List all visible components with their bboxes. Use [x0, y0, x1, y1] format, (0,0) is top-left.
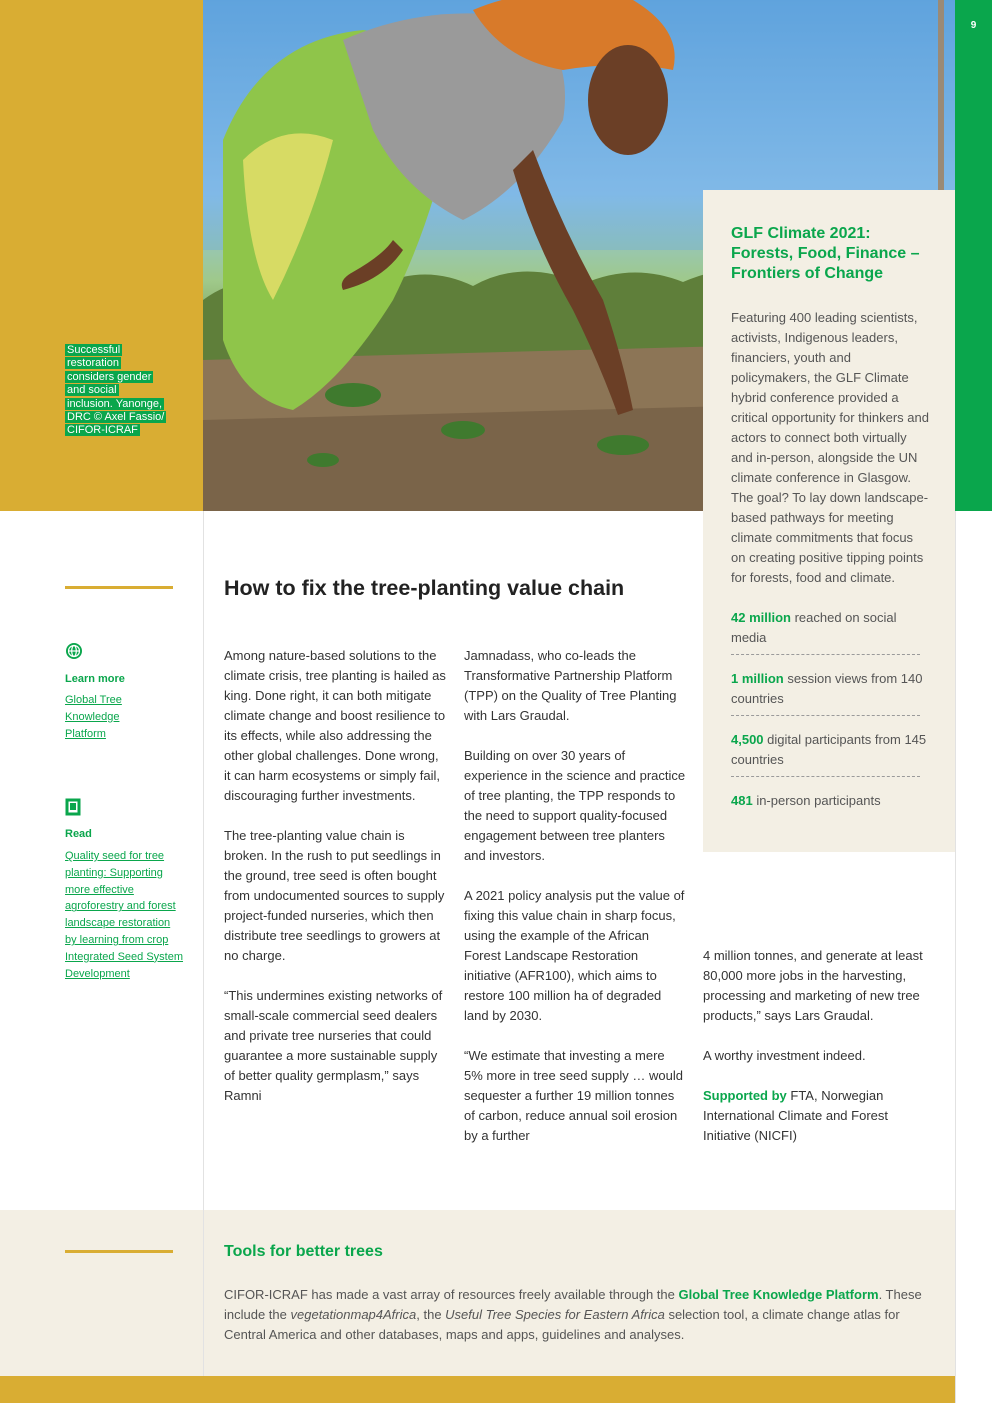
paragraph: “This undermines existing networks of small-scale commercial seed dealers and private tree nurseries that could guarantee a more sustainable supply of better quality germplasm,” says Ramni [224, 988, 443, 1103]
read-label: Read [65, 828, 92, 840]
supported-by-label: Supported by [703, 1088, 787, 1103]
box-body: Featuring 400 leading scientists, activists, Indigenous leaders, financiers, youth and policymakers, the GLF Climate hybrid conference provided a critical opportunity for thinkers and actors to connect both virtually and in-person, alongside the UN climate conference in Glasgow. The goal? To lay down landscape-based pathways for meeting climate commitments that focus on creating positive tipping points for forests, food and climate. [731, 310, 929, 585]
paragraph: 4 million tonnes, and generate at least 80,000 more jobs in the harvesting, processing and marketing of new tree products,” says Lars Graudal. [703, 948, 923, 1023]
page-edge-tab [955, 0, 992, 511]
photo-caption-text: Successful restoration considers gender and social inclusion. Yanonge, DRC © Axel Fassio/ CIFOR-ICRAF [67, 344, 165, 437]
tools-text: . These include the [224, 1287, 922, 1322]
global-tree-platform-inline-link[interactable]: Global Tree Knowledge Platform [678, 1287, 879, 1302]
tools-text: CIFOR-ICRAF has made a vast array of resources freely available through the [224, 1287, 679, 1302]
stat-value: 4,500 [731, 732, 764, 747]
tools-title: Tools for better trees [224, 1243, 383, 1260]
stat-divider [731, 715, 920, 716]
stat-item [731, 791, 929, 811]
stat-text: reached on social media [731, 610, 897, 645]
stat-item [731, 669, 929, 709]
stat-text: digital participants from 145 countries [731, 732, 927, 767]
article-title: How to fix the tree-planting value chain [224, 576, 625, 600]
paragraph: “We estimate that investing a mere 5% more in tree seed supply … would sequester a further 19 million tonnes of carbon, reduce annual soil erosion by a further [464, 1048, 683, 1143]
quality-seed-report-link[interactable]: Quality seed for tree planting: Supporting more effective agroforestry and forest landscape restoration by learning from crop Integrated Seed System Development [65, 850, 184, 980]
document-icon [65, 798, 81, 816]
paragraph: Jamnadass, who co-leads the Transformative Partnership Platform (TPP) on the Quality of Tree Planting with Lars Graudal. [464, 648, 677, 723]
stat-value: 1 million [731, 671, 784, 686]
article-column-3 [703, 946, 928, 1166]
paragraph: The tree-planting value chain is broken. In the rush to put seedlings in the ground, tree seed is often bought from undocumented sources to supply project-funded nurseries, which then distribute tree seedlings to growers at no charge. [224, 828, 445, 963]
tools-divider [203, 1210, 204, 1376]
stat-text: in-person participants [752, 793, 881, 808]
footer-band [0, 1376, 955, 1403]
tools-body [224, 1285, 924, 1345]
article-column-1 [224, 646, 446, 1126]
stat-text: session views from 140 countries [731, 671, 923, 706]
supported-by [703, 1086, 928, 1146]
paragraph: Building on over 30 years of experience in the science and practice of tree planting, the TPP responds to the need to support quality-focused engagement between tree planters and investors. [464, 748, 686, 863]
page-edge-line [955, 511, 956, 1403]
tools-text: selection tool, a climate change atlas for Central America and other databases, maps and apps, guidelines and analyses. [224, 1307, 900, 1342]
photo-caption [65, 344, 165, 438]
stat-value: 481 [731, 793, 753, 808]
page-number: 9 [970, 20, 977, 31]
tools-italic: Useful Tree Species for Eastern Africa [445, 1307, 665, 1322]
stat-value: 42 million [731, 610, 791, 625]
tools-rule [65, 1250, 173, 1253]
paragraph: A 2021 policy analysis put the value of fixing this value chain in sharp focus, using the example of the African Forest Landscape Restoration initiative (AFR100), which aims to restore 100 million ha of degraded land by 2030. [464, 888, 685, 1023]
learn-more-label: Learn more [65, 673, 125, 685]
stat-item [731, 730, 929, 770]
paragraph: Among nature-based solutions to the climate crisis, tree planting is hailed as king. Done right, it can both mitigate climate change and boost resilience to its effects, while also addressing the other global challenges. Done wrong, it can harm ecosystems or simply fail, discouraging further investments. [224, 648, 446, 803]
tools-italic: vegetationmap4Africa [290, 1307, 417, 1322]
paragraph: A worthy investment indeed. [703, 1048, 866, 1063]
stat-divider [731, 776, 920, 777]
globe-icon [65, 642, 83, 660]
box-title: GLF Climate 2021: Forests, Food, Finance – Frontiers of Change [731, 225, 920, 282]
article-column-2 [464, 646, 686, 1166]
global-tree-platform-link[interactable]: Global Tree Knowledge Platform [65, 694, 122, 740]
glf-climate-box [703, 190, 955, 852]
column-divider [203, 511, 204, 1210]
stat-item [731, 608, 929, 648]
supported-by-text: FTA, Norwegian International Climate and Forest Initiative (NICFI) [703, 1088, 888, 1143]
tools-text: , the [416, 1307, 446, 1322]
stat-divider [731, 654, 920, 655]
sidebar-rule [65, 586, 173, 589]
